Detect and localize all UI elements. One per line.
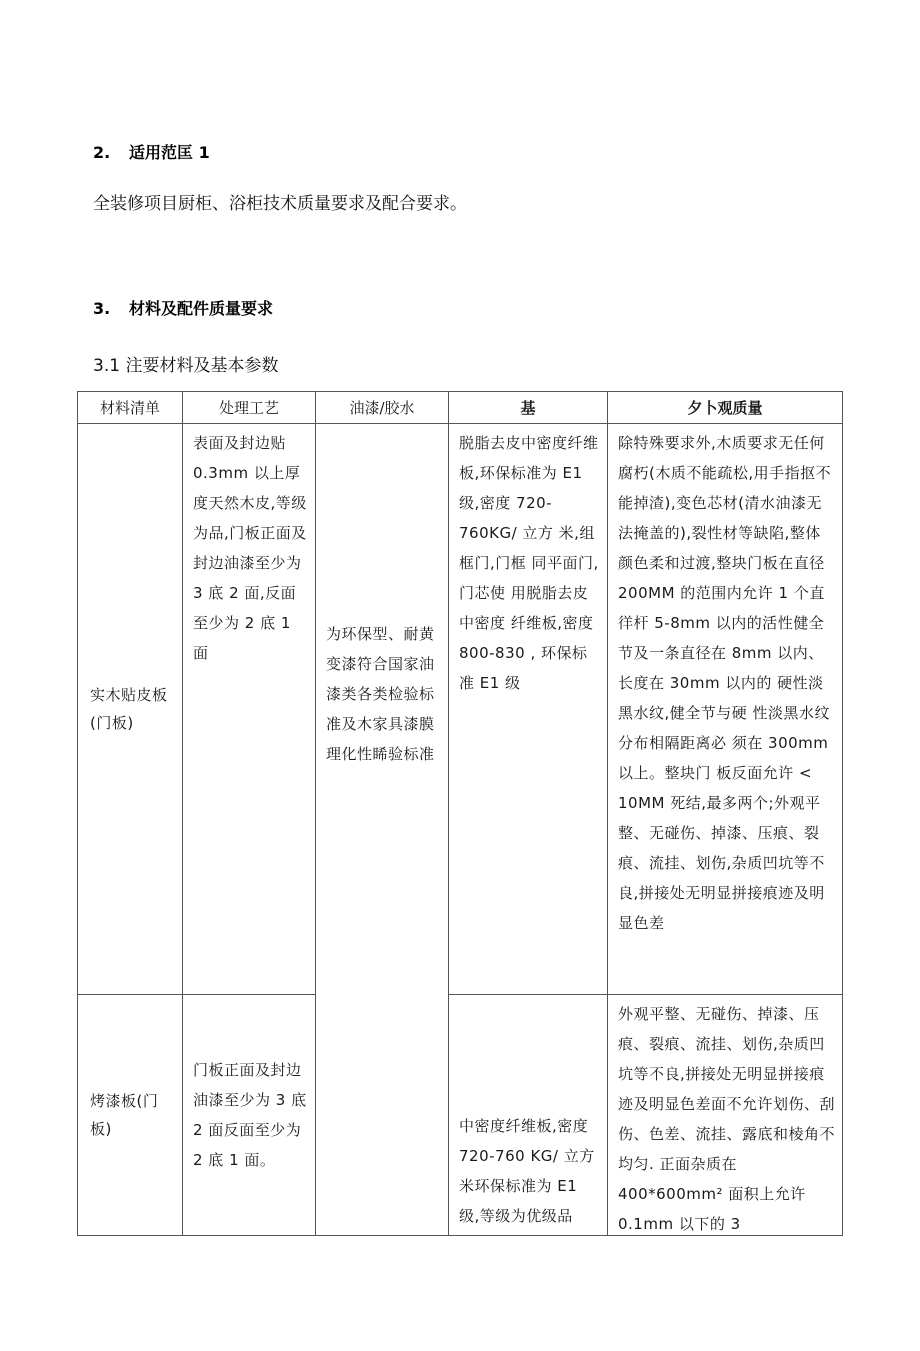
section-2-text: 全装修项目厨柜、浴柜技术质量要求及配合要求。	[93, 194, 467, 214]
section-3-number: 3.	[93, 299, 111, 318]
substrate-cell: 脱脂去皮中密度纤维板,环保标准为 E1 级,密度 720-760KG/ 立方 米,组框门,门框 同平面门,门芯使 用脱脂去皮中密度 纤维板,密度 800-830 , 环保标准 E1 级	[449, 424, 608, 995]
materials-table	[77, 391, 843, 1236]
section-2-number: 2.	[93, 143, 111, 162]
section-3-heading	[93, 296, 273, 319]
header-paint: 油漆/胶水	[316, 392, 449, 424]
section-3-title: 材料及配件质量要求	[129, 299, 274, 318]
section-2-title: 适用范匡 1	[129, 143, 210, 162]
table-row	[78, 424, 843, 995]
process-cell: 门板正面及封边油漆至少为 3 底 2 面反面至少为 2 底 1 面。	[183, 995, 316, 1236]
header-appearance: 夕卜观质量	[608, 392, 843, 424]
table-row	[78, 995, 843, 1236]
paint-cell: 为环保型、耐黄变漆符合国家油漆类各类检验标准及木家具漆膜理化性睎验标准	[316, 424, 449, 1236]
material-cell: 实木贴皮板(门板)	[78, 424, 183, 995]
appearance-cell: 外观平整、无碰伤、掉漆、压痕、裂痕、流挂、划伤,杂质凹坑等不良,拼接处无明显拼接痕迹及明显色差面不允许划伤、刮伤、色差、流挂、露底和棱角不均匀. 正面杂质在 400*600mm² 面积上允许 0.1mm 以下的 3	[608, 995, 843, 1236]
process-cell: 表面及封边贴 0.3mm 以上厚度天然木皮,等级为品,门板正面及封边油漆至少为 3 底 2 面,反面至少为 2 底 1 面	[183, 424, 316, 995]
header-substrate: 基	[449, 392, 608, 424]
material-cell: 烤漆板(门板)	[78, 995, 183, 1236]
header-material: 材料清单	[78, 392, 183, 424]
substrate-cell: 中密度纤维板,密度 720-760 KG/ 立方米环保标准为 E1 级,等级为优级品	[449, 995, 608, 1236]
section-3-subtitle: 3.1 注要材料及基本参数	[93, 356, 279, 376]
section-2-heading	[93, 140, 210, 163]
appearance-cell: 除特殊要求外,木质要求无任何腐朽(木质不能疏松,用手指抠不能掉渣),变色芯材(清水油漆无法掩盖的),裂性材等缺陷,整体颜色柔和过渡,整块门板在直径 200MM 的范围内允许 1 个直徉杆 5-8mm 以内的活性健全节及一条直径在 8mm 以内、长度在 30mm 以内的 硬性淡黑水纹,健全节与硬 性淡黑水纹分布相隔距离必 须在 300mm 以上。整块门 板反面允许 < 10MM 死结,最多两个;外观平整、无碰伤、掉漆、压痕、裂痕、流挂、划伤,杂质凹坑等不良,拼接处无明显拼接痕迹及明显色差	[608, 424, 843, 995]
table-header-row	[78, 392, 843, 424]
header-process: 处理工艺	[183, 392, 316, 424]
